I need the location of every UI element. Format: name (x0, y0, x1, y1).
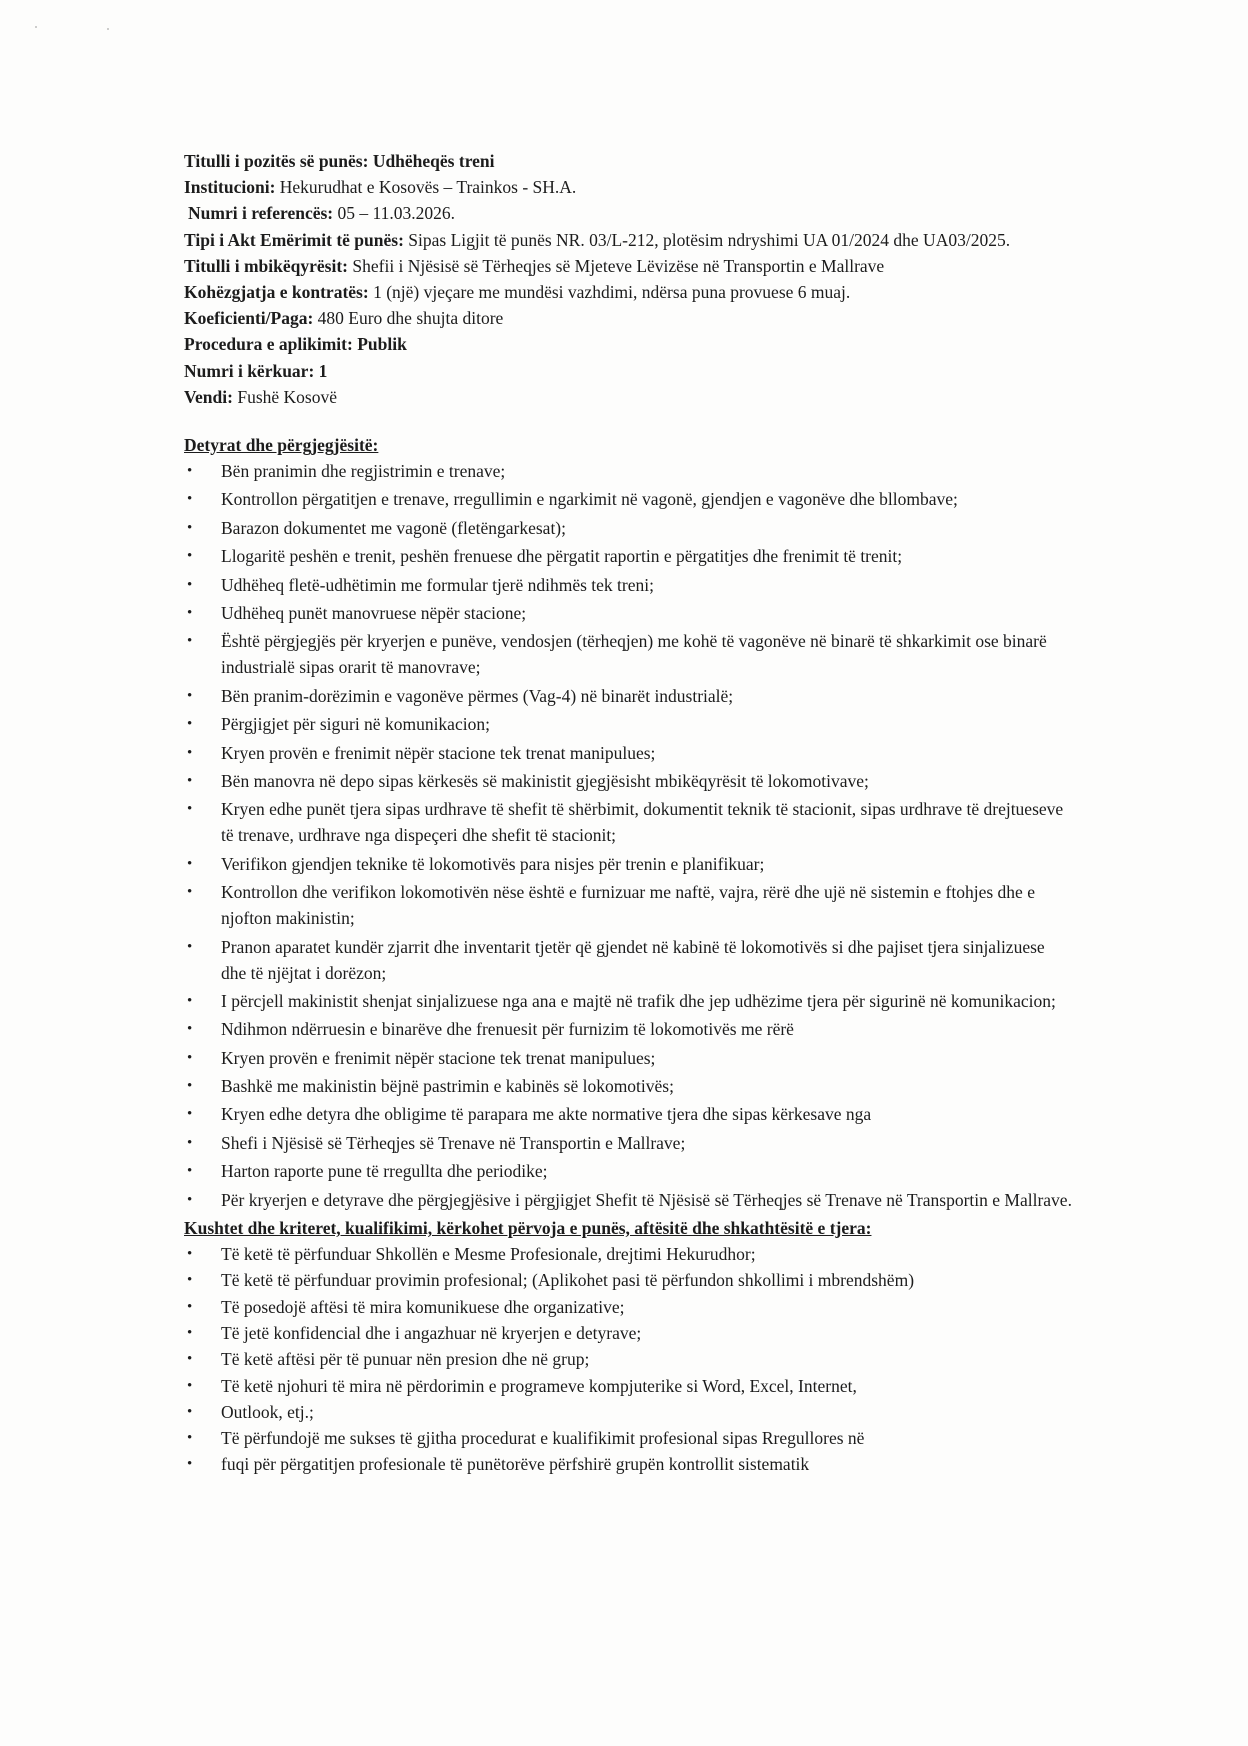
institution-value: Hekurudhat e Kosovës – Trainkos - SH.A. (279, 177, 577, 198)
requirements-list (184, 1241, 1074, 1477)
duty-item: • Verifikon gjendjen teknike të lokomotivës para nisjes për trenin e planifikuar; (184, 851, 1074, 877)
requirement-item: • Outlook, etj.; (184, 1399, 1074, 1425)
reference-line (184, 200, 1074, 226)
scan-speck (35, 26, 37, 28)
requirement-item: • Të ketë aftësi për të punuar nën presion dhe në grup; (184, 1346, 1074, 1372)
duty-item: • Për kryerjen e detyrave dhe përgjegjësive i përgjigjet Shefit të Njësisë së Tërheqjes së Trenave në Transportin e Mallrave. (184, 1187, 1074, 1213)
duties-title: Detyrat dhe përgjegjësitë: (184, 435, 379, 456)
reference-value: 05 – 11.03.2026. (337, 203, 455, 224)
positions-count-label: Numri i kërkuar: (184, 360, 315, 381)
duty-item: • Udhëheq punët manovruese nëpër stacione; (184, 600, 1074, 626)
requirement-item: • Të jetë konfidencial dhe i angazhuar në kryerjen e detyrave; (184, 1320, 1074, 1346)
requirements-title: Kushtet dhe kriteret, kualifikimi, kërkohet përvoja e punës, aftësitë dhe shkathtësitë e tjera: (184, 1218, 872, 1239)
duty-item: • Llogaritë peshën e trenit, peshën frenuese dhe përgatit raportin e përgatitjes dhe frenimit të trenit; (184, 543, 1074, 569)
procedure-line (184, 331, 1074, 357)
duty-item: • Shefi i Njësisë së Tërheqjes së Trenave në Transportin e Mallrave; (184, 1130, 1074, 1156)
duty-item: • Kontrollon përgatitjen e trenave, rregullimin e ngarkimit në vagonë, gjendjen e vagonëve dhe bllombave; (184, 486, 1074, 512)
requirement-item: • Të ketë njohuri të mira në përdorimin e programeve kompjuterike si Word, Excel, Internet, (184, 1373, 1074, 1399)
appointment-act-line (184, 227, 1074, 253)
requirement-item: • Të ketë të përfunduar provimin profesional; (Aplikohet pasi të përfundon shkollimi i mbrendshëm) (184, 1267, 1074, 1293)
reference-label: Numri i referencës: (188, 203, 334, 224)
duty-item: • Kryen edhe detyra dhe obligime të parapara me akte normative tjera dhe sipas kërkesave nga (184, 1101, 1074, 1127)
requirement-item: • Të posedojë aftësi të mira komunikuese dhe organizative; (184, 1294, 1074, 1320)
duty-item: • Kryen provën e frenimit nëpër stacione tek trenat manipulues; (184, 1045, 1074, 1071)
document-content (184, 148, 1074, 1478)
duties-list (184, 458, 1074, 1213)
institution-line (184, 174, 1074, 200)
appointment-act-label: Tipi i Akt Emërimit të punës: (184, 229, 404, 250)
supervisor-label: Titulli i mbikëqyrësit: (184, 255, 348, 276)
positions-count-line (184, 358, 1074, 384)
duty-item: • Pranon aparatet kundër zjarrit dhe inventarit tjetër që gjendet në kabinë të lokomotivës si dhe pajiset tjera sinjalizuese dhe të njëjtat i dorëzon; (184, 934, 1074, 986)
salary-value: 480 Euro dhe shujta ditore (317, 308, 504, 329)
scan-speck (107, 28, 109, 30)
supervisor-line (184, 253, 1074, 279)
duty-item: • Kryen edhe punët tjera sipas urdhrave të shefit të shërbimit, dokumentit teknik të stacionit, sipas urdhrave të drejtueseve të trenave, urdhrave nga dispeçeri dhe shefit të stacionit; (184, 796, 1074, 848)
position-title-value: Udhëheqës treni (372, 151, 495, 171)
positions-count-value: 1 (318, 360, 328, 381)
location-label: Vendi: (184, 386, 233, 407)
salary-line (184, 305, 1074, 331)
job-header (184, 148, 1074, 410)
duty-item: • Është përgjegjës për kryerjen e punëve, vendosjen (tërheqjen) me kohë të vagonëve në binarë të shkarkimit ose binarë industrialë sipas orarit të manovrave; (184, 628, 1074, 680)
duty-item: • Bën manovra në depo sipas kërkesës së makinistit gjegjësisht mbikëqyrësit të lokomotivave; (184, 768, 1074, 794)
requirement-item: • Të përfundojë me sukses të gjitha procedurat e kualifikimit profesional sipas Rregullores në (184, 1425, 1074, 1451)
contract-duration-value: 1 (një) vjeçare me mundësi vazhdimi, ndërsa puna provuese 6 muaj. (373, 282, 851, 303)
duty-item: • Bashkë me makinistin bëjnë pastrimin e kabinës së lokomotivës; (184, 1073, 1074, 1099)
location-value: Fushë Kosovë (237, 386, 337, 407)
duty-item: • Kryen provën e frenimit nëpër stacione tek trenat manipulues; (184, 740, 1074, 766)
supervisor-value: Shefii i Njësisë së Tërheqjes së Mjeteve Lëvizëse në Transportin e Mallrave (352, 255, 885, 276)
duty-item: • Kontrollon dhe verifikon lokomotivën nëse është e furnizuar me naftë, vajra, rërë dhe ujë në sistemin e ftohjes dhe e njofton makinistin; (184, 879, 1074, 931)
duty-item: • Bën pranimin dhe regjistrimin e trenave; (184, 458, 1074, 484)
appointment-act-value: Sipas Ligjit të punës NR. 03/L-212, plotësim ndryshimi UA 01/2024 dhe UA03/2025. (408, 229, 1011, 250)
institution-label: Institucioni: (184, 177, 276, 198)
duty-item: • Bën pranim-dorëzimin e vagonëve përmes (Vag-4) në binarët industrialë; (184, 683, 1074, 709)
duty-item: • Harton raporte pune të rregullta dhe periodike; (184, 1158, 1074, 1184)
procedure-label: Procedura e aplikimit: (184, 334, 353, 355)
duty-item: • Ndihmon ndërruesin e binarëve dhe frenuesit për furnizim të lokomotivës me rërë (184, 1016, 1074, 1042)
requirement-item: • Të ketë të përfunduar Shkollën e Mesme Profesionale, drejtimi Hekurudhor; (184, 1241, 1074, 1267)
duty-item: • Përgjigjet për siguri në komunikacion; (184, 711, 1074, 737)
duty-item: • Barazon dokumentet me vagonë (fletëngarkesat); (184, 515, 1074, 541)
duty-item: • Udhëheq fletë-udhëtimin me formular tjerë ndihmës tek treni; (184, 572, 1074, 598)
procedure-value: Publik (357, 334, 407, 355)
salary-label: Koeficienti/Paga: (184, 308, 314, 329)
duty-item: • I përcjell makinistit shenjat sinjalizuese nga ana e majtë në trafik dhe jep udhëzime tjera për sigurinë në komunikacion; (184, 988, 1074, 1014)
position-title-label: Titulli i pozitës së punës: (184, 151, 369, 171)
position-title-line (184, 148, 1074, 174)
location-line (184, 384, 1074, 410)
requirement-item: • fuqi për përgatitjen profesionale të punëtorëve përfshirë grupën kontrollit sistematik (184, 1451, 1074, 1477)
contract-duration-line (184, 279, 1074, 305)
contract-duration-label: Kohëzgjatja e kontratës: (184, 282, 369, 303)
